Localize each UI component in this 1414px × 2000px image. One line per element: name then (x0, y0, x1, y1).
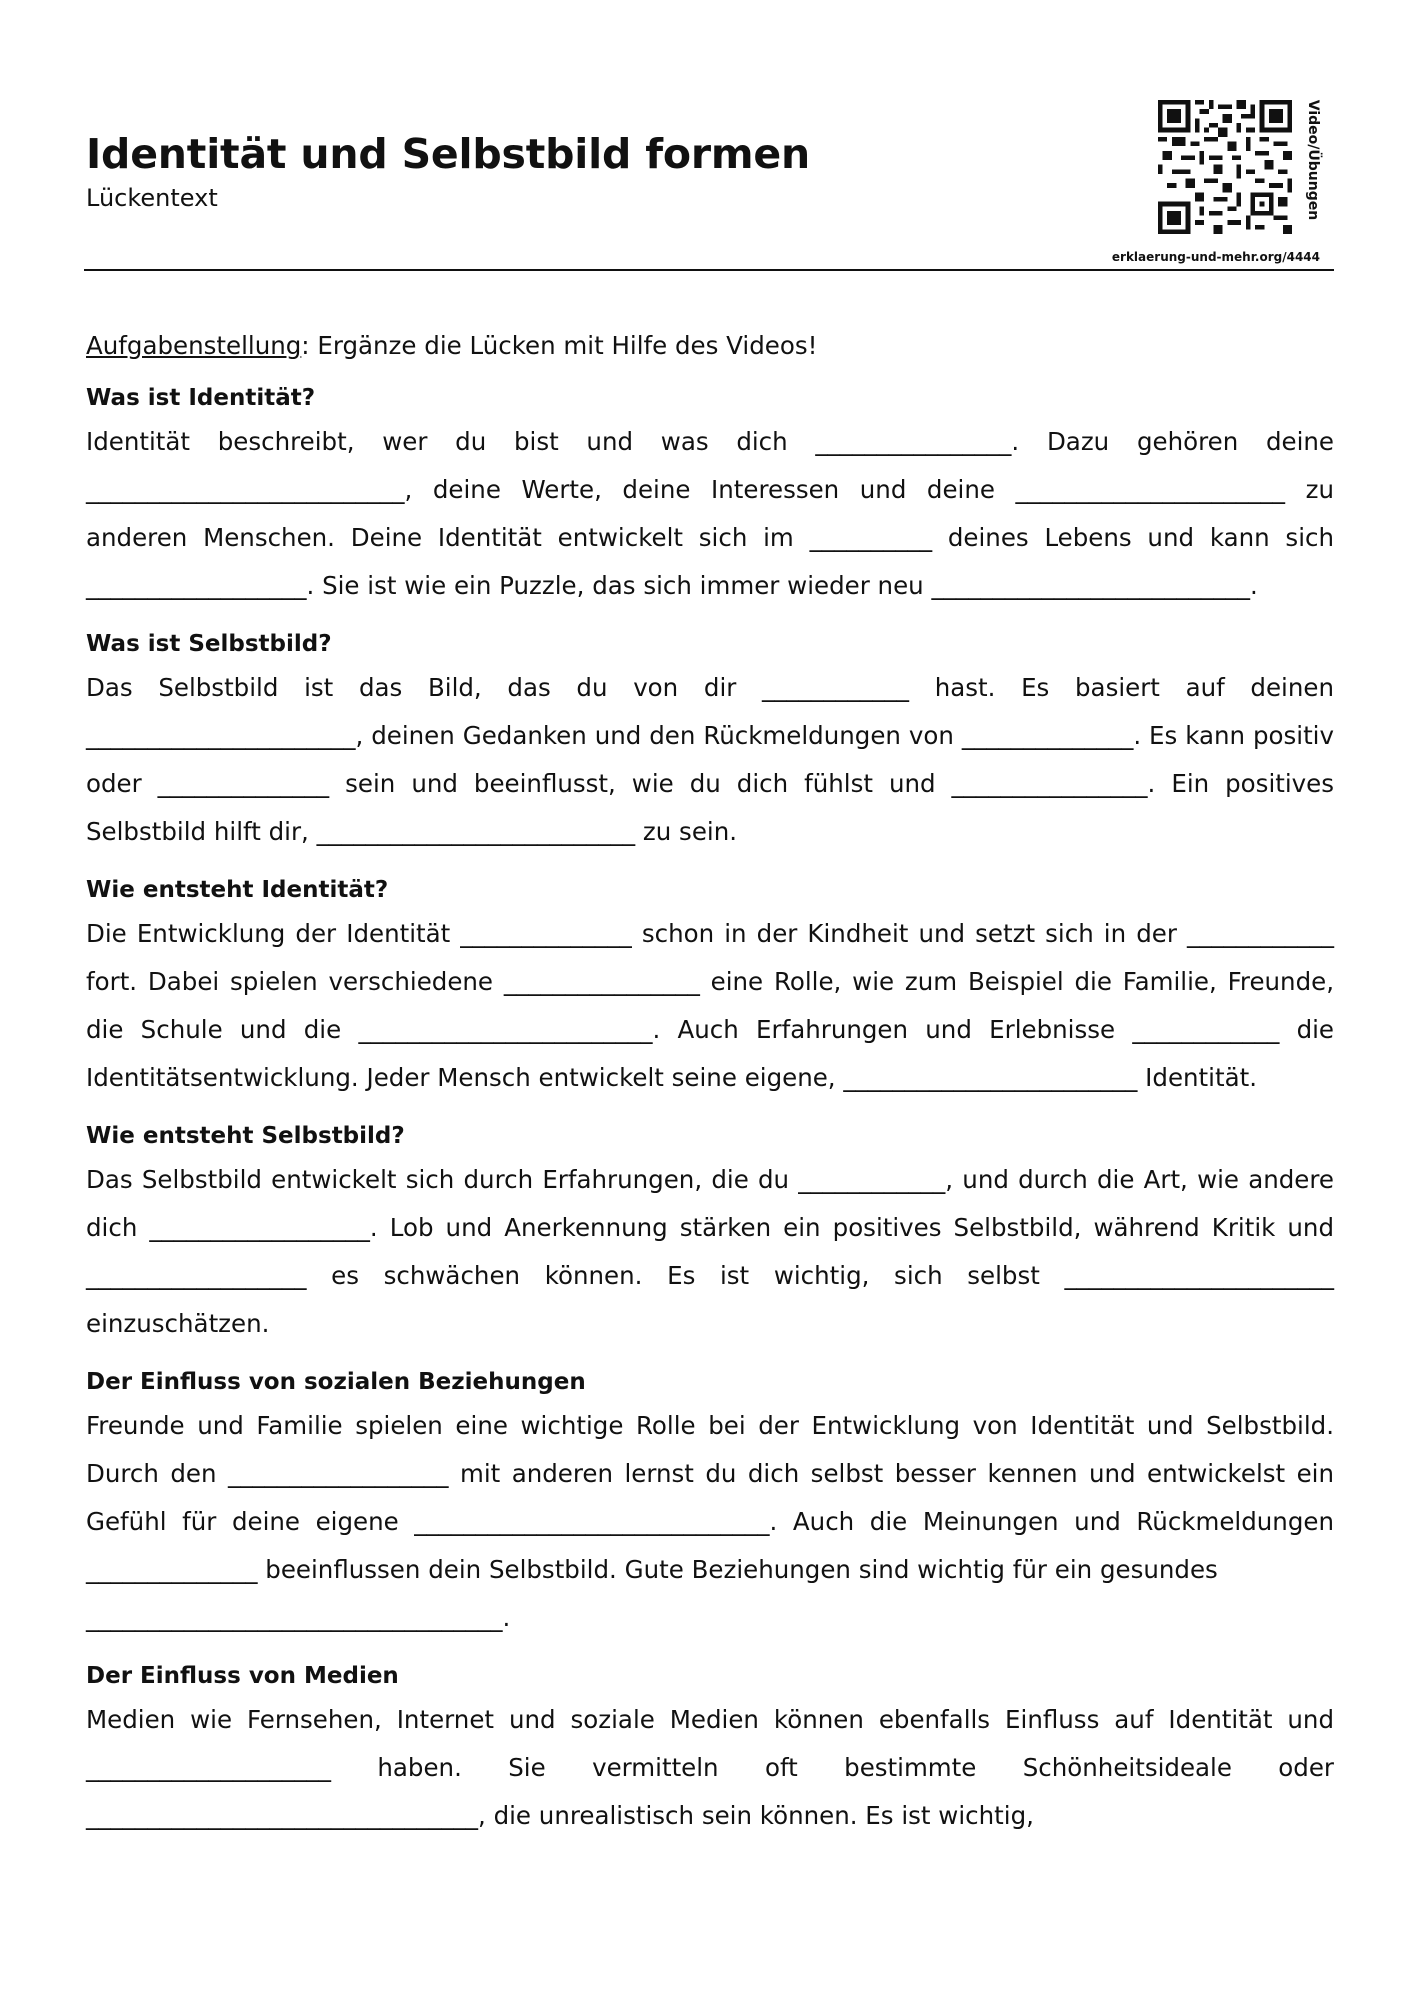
source-url[interactable]: erklaerung-und-mehr.org/4444 (1111, 250, 1320, 264)
task-text: : Ergänze die Lücken mit Hilfe des Videos! (301, 331, 818, 360)
cloze-paragraph: Die Entwicklung der Identität ______________ schon in der Kindheit und setzt sich in der ____________ fort. Dabei spielen verschiedene ________________ eine Rolle, wie zum Beispiel die Familie, Freunde, die Schule und die ________________________. Auch Erfahrungen und Erlebnisse ____________ die Identitätsentwicklung. Jeder Mensch entwickelt seine eigene, ________________________ Identität. (86, 919, 1334, 1092)
section-heading: Was ist Selbstbild? (86, 631, 332, 657)
section-heading: Der Einfluss von Medien (86, 1663, 399, 1689)
qr-side-label-text: Video/Übungen (1305, 99, 1321, 221)
cloze-paragraph: Medien wie Fernsehen, Internet und soziale Medien können ebenfalls Einfluss auf Identität und ____________________ haben. Sie vermitteln oft bestimmte Schönheitsideale oder ________________________________, die unrealistisch sein können. Es ist wichtig, (86, 1705, 1334, 1830)
section-wie-entsteht-identitaet (86, 870, 1334, 1102)
section-was-ist-selbstbild (86, 624, 1334, 856)
qr-code-graphic (1158, 100, 1292, 234)
cloze-paragraph: Das Selbstbild entwickelt sich durch Erfahrungen, die du ____________, und durch die Art, wie andere dich __________________. Lob und Anerkennung stärken ein positives Selbstbild, während Kritik und __________________ es schwächen können. Es ist wichtig, sich selbst ______________________ einzuschätzen. (86, 1165, 1334, 1338)
task-label: Aufgabenstellung (86, 331, 302, 360)
page-title: Identität und Selbstbild formen (86, 130, 810, 178)
section-was-ist-identitaet (86, 378, 1334, 610)
worksheet-content (86, 322, 1334, 1854)
section-heading: Wie entsteht Identität? (86, 877, 389, 903)
section-wie-entsteht-selbstbild (86, 1116, 1334, 1348)
section-soziale-beziehungen (86, 1362, 1334, 1642)
section-heading: Was ist Identität? (86, 385, 316, 411)
header-divider (84, 269, 1334, 271)
qr-code[interactable] (1158, 100, 1292, 234)
section-heading: Der Einfluss von sozialen Beziehungen (86, 1369, 586, 1395)
section-heading: Wie entsteht Selbstbild? (86, 1123, 405, 1149)
cloze-paragraph: Identität beschreibt, wer du bist und was dich ________________. Dazu gehören deine __________________________, deine Werte, deine Interessen und deine ______________________ zu anderen Menschen. Deine Identität entwickelt sich im __________ deines Lebens und kann sich __________________. Sie ist wie ein Puzzle, das sich immer wieder neu __________________________. (86, 427, 1334, 600)
cloze-paragraph: Das Selbstbild ist das Bild, das du von dir ____________ hast. Es basiert auf deinen ______________________, deinen Gedanken und den Rückmeldungen von ______________. Es kann positiv oder ______________ sein und beeinflusst, wie du dich fühlst und ________________. Ein positives Selbstbild hilft dir, __________________________ zu sein. (86, 673, 1334, 846)
cloze-paragraph: Freunde und Familie spielen eine wichtige Rolle bei der Entwicklung von Identität und Selbstbild. Durch den __________________ mit anderen lernst du dich selbst besser kennen und entwickelst ein Gefühl für deine eigene _____________________________. Auch die Meinungen und Rückmeldungen ______________ beeinflussen dein Selbstbild. Gute Beziehungen sind wichtig für ein gesundes __________________________________. (86, 1411, 1334, 1632)
section-einfluss-medien (86, 1656, 1334, 1840)
task-instruction (86, 322, 1334, 370)
page-subtitle: Lückentext (86, 184, 218, 212)
